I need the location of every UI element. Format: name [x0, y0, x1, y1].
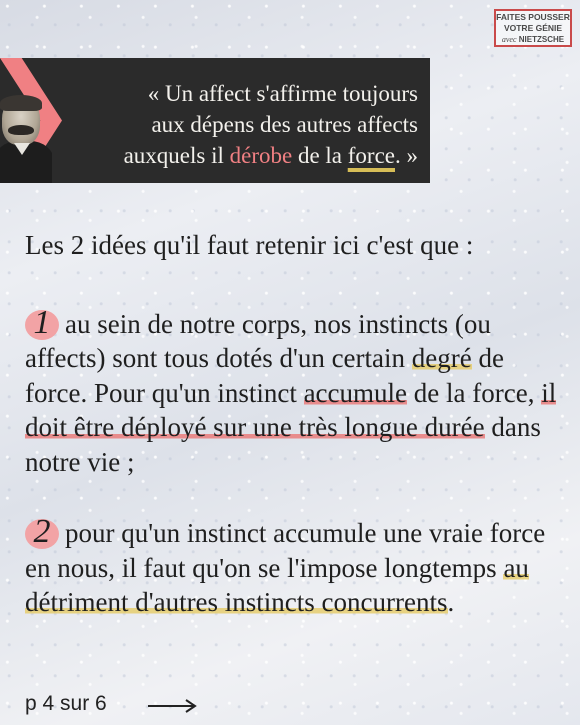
brand-line-3	[496, 34, 570, 45]
point-1	[25, 303, 570, 480]
brand-avec: avec	[501, 35, 517, 44]
quote-line-1: « Un affect s'affirme toujours	[147, 81, 418, 106]
quote-line-3-end: . »	[395, 143, 418, 168]
page-indicator: p 4 sur 6	[25, 692, 107, 715]
intro-text: Les 2 idées qu'il faut retenir ici c'est que :	[25, 230, 474, 260]
highlight-deploye: il doit être déployé sur une très longue durée	[25, 377, 557, 442]
arrow-right-icon	[148, 699, 198, 713]
highlight-detriment: au détriment d'autres instincts concurrents	[25, 552, 529, 617]
quote-line-3-a: auxquels il	[123, 143, 230, 168]
point-1-text-c: de la force,	[407, 377, 542, 408]
quote-line-3	[76, 140, 418, 171]
brand-name: NIETZSCHE	[518, 35, 565, 44]
quote-highlight-derobe: dérobe	[229, 143, 293, 168]
point-1-text-d: dans notre vie ;	[25, 412, 541, 477]
point-2	[25, 515, 570, 620]
point-1-text-b: de force. Pour qu'un instinct	[25, 343, 504, 408]
quote-line-3-b: de la	[292, 143, 348, 168]
brand-line-2: VOTRE GÉNIE	[503, 23, 563, 33]
point-1-text-a: au sein de notre corps, nos instincts (ou affects) sont tous dotés d'un certain	[25, 308, 491, 373]
point-2-text-a: pour qu'un instinct accumule une vraie force en nous, il faut qu'on se l'impose longtemps	[25, 518, 546, 583]
main-content	[25, 228, 570, 620]
number-2: 2	[33, 513, 51, 550]
highlight-degre: degré	[411, 343, 472, 373]
number-2-badge	[25, 515, 59, 550]
point-2-text-b: .	[447, 587, 455, 617]
number-1: 1	[33, 303, 51, 341]
quote-text	[76, 78, 418, 171]
quote-highlight-force: force	[347, 143, 395, 168]
highlight-accumule: accumule	[303, 377, 408, 408]
number-1-badge	[25, 303, 59, 341]
quote-line-2: aux dépens des autres affects	[151, 112, 418, 137]
brand-line-1: FAITES POUSSER	[496, 12, 570, 22]
brand-logo	[494, 9, 572, 47]
nietzsche-portrait	[0, 95, 52, 183]
